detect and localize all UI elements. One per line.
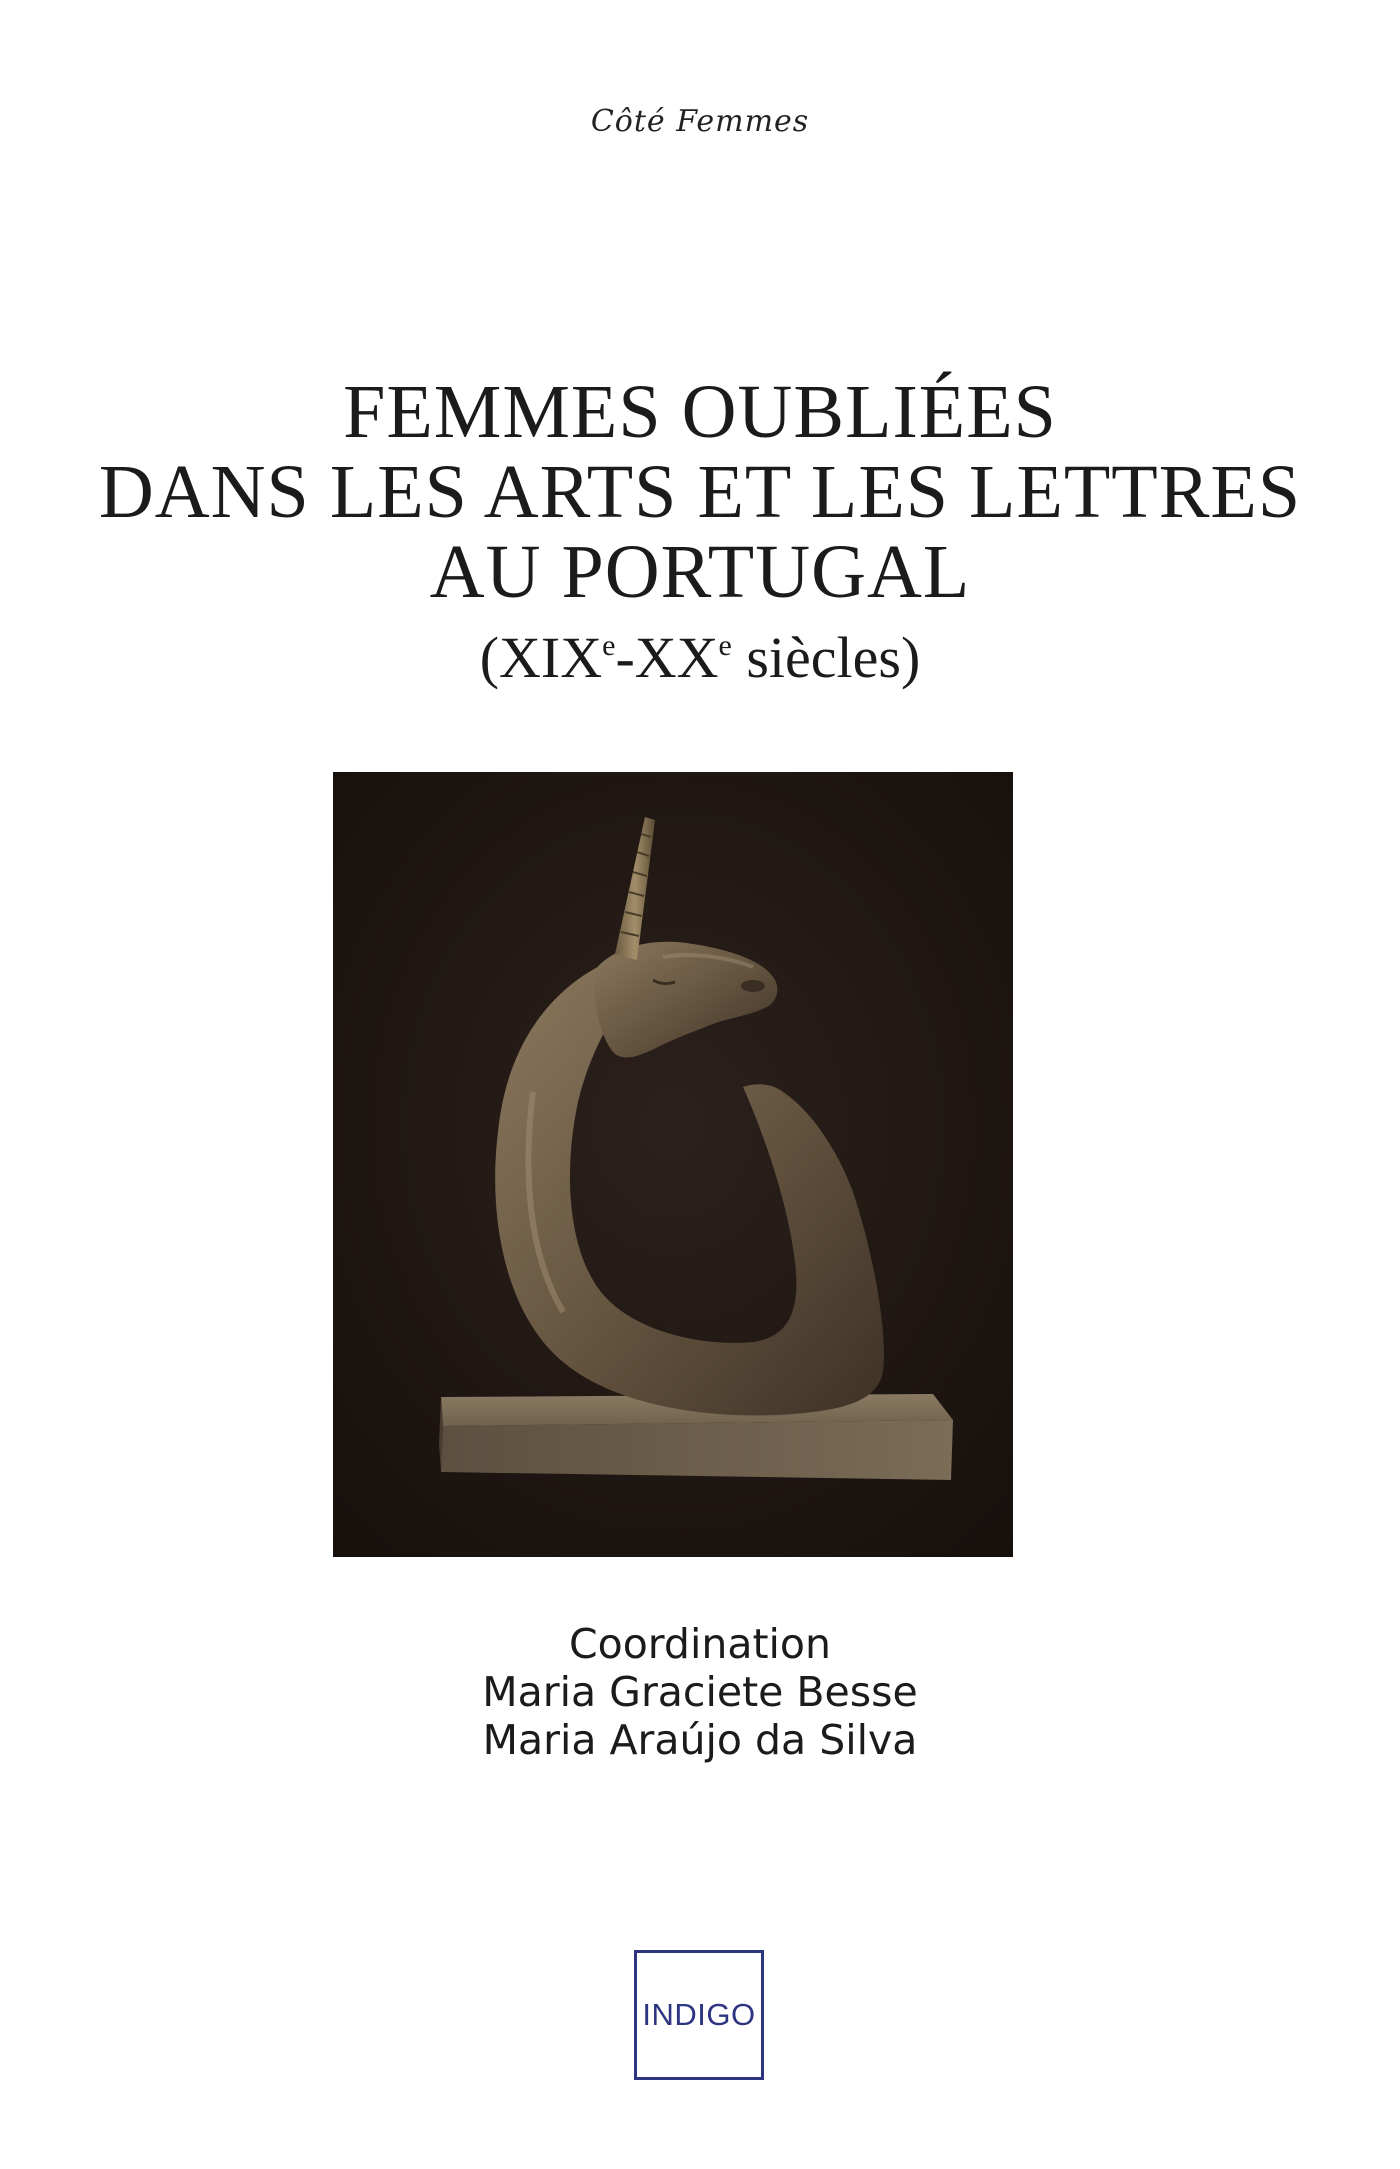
series-name: Côté Femmes xyxy=(590,104,810,139)
credits-name-1: Maria Graciete Besse xyxy=(482,1668,918,1716)
subtitle-mid: -XX xyxy=(615,625,719,690)
subtitle-sup-2: e xyxy=(718,629,732,662)
book-title xyxy=(0,372,1400,690)
title-line-1: FEMMES OUBLIÉES xyxy=(343,370,1057,454)
publisher-logo xyxy=(634,1950,764,2080)
subtitle-close: siècles) xyxy=(731,625,921,690)
unicorn-sculpture-image xyxy=(333,772,1013,1557)
subtitle-sup-1: e xyxy=(602,629,616,662)
publisher-name: INDIGO xyxy=(642,1997,756,2032)
credits-role: Coordination xyxy=(569,1620,831,1668)
subtitle-open: (XIX xyxy=(479,625,603,690)
title-line-2: DANS LES ARTS ET LES LETTRES xyxy=(98,450,1302,534)
credits xyxy=(0,1620,1400,1764)
credits-name-2: Maria Araújo da Silva xyxy=(482,1716,918,1764)
subtitle xyxy=(0,626,1400,690)
title-line-3: AU PORTUGAL xyxy=(429,530,971,614)
